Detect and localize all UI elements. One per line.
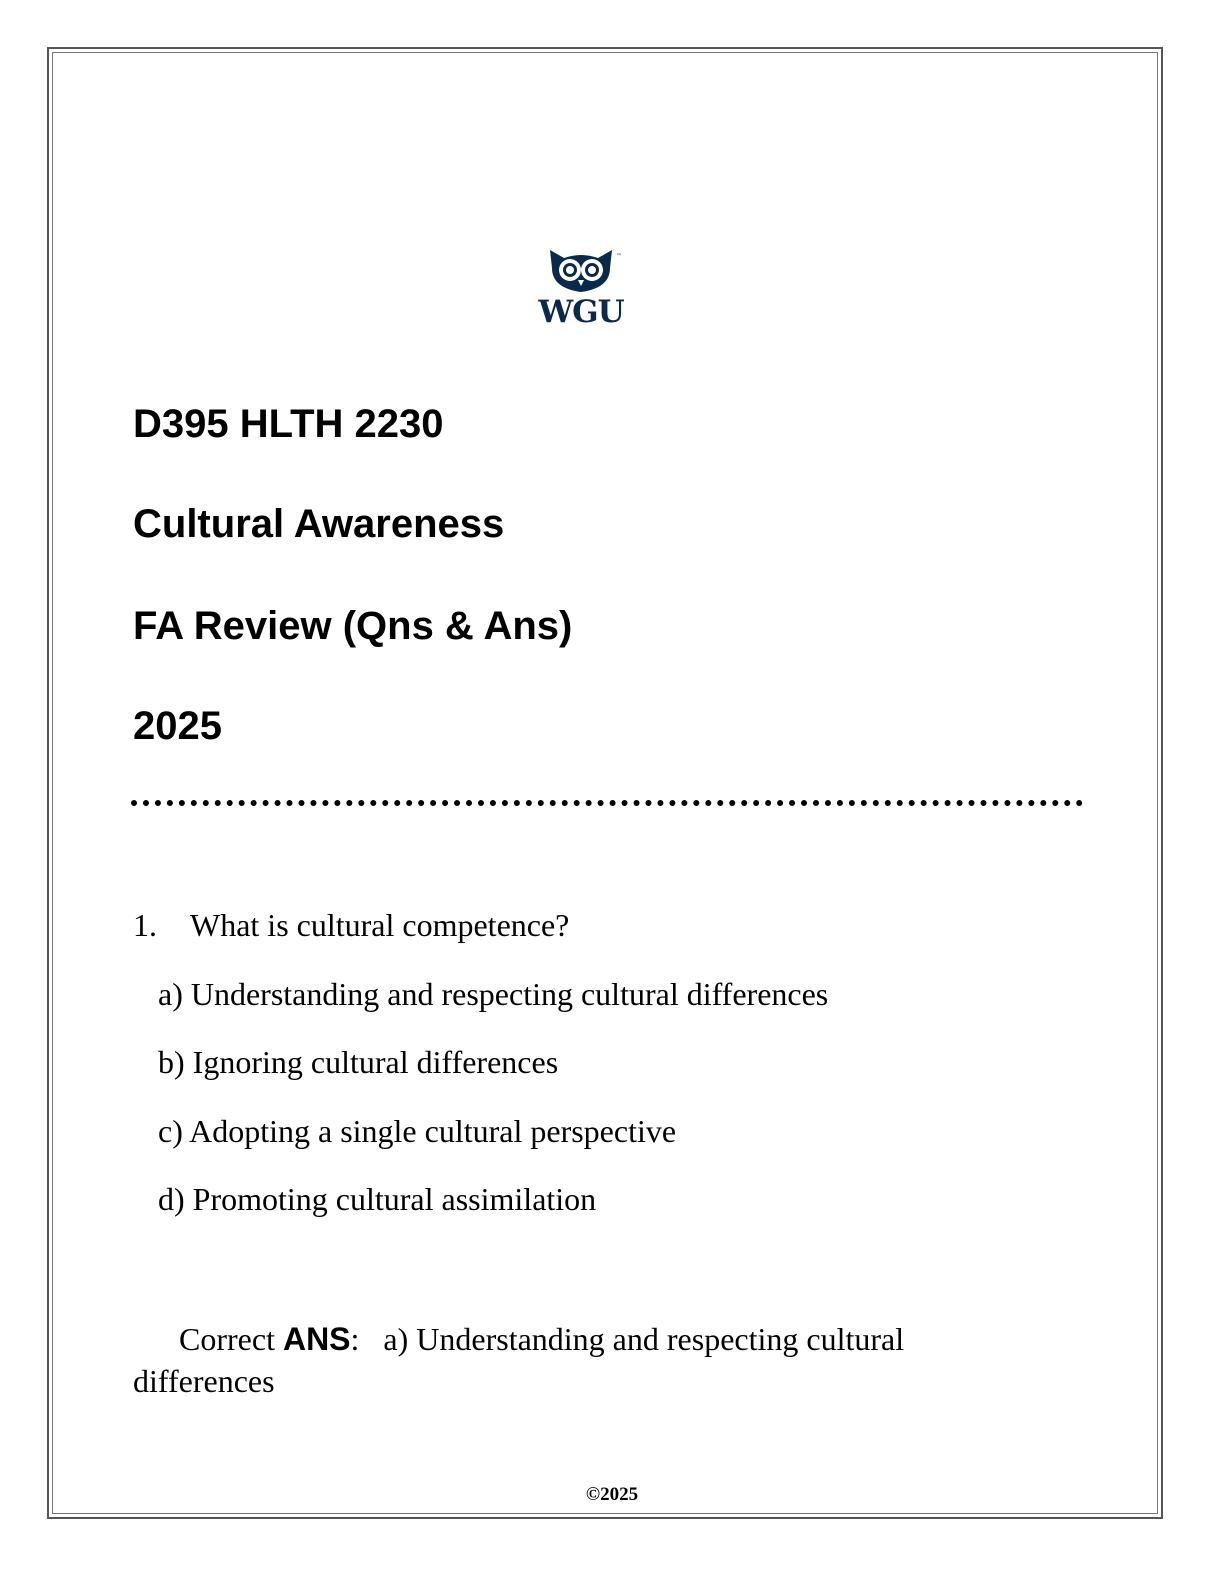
owl-icon (528, 246, 638, 296)
answer-colon: : (350, 1321, 360, 1357)
copyright-footer: ©2025 (585, 1484, 639, 1505)
dotted-divider (131, 800, 1083, 806)
answer-text: a) Understanding and respecting cultural differences (133, 1321, 905, 1399)
question-text: What is cultural competence? (190, 907, 570, 943)
svg-text:™: ™ (616, 253, 622, 260)
question-number: 1. (133, 907, 157, 943)
course-name-heading: Cultural Awareness (133, 502, 505, 546)
option-d: d) Promoting cultural assimilation (158, 1181, 597, 1217)
wgu-logo (528, 246, 638, 342)
correct-answer (133, 1318, 1033, 1402)
option-c: c) Adopting a single cultural perspective (158, 1113, 677, 1149)
answer-label: ANS (282, 1321, 351, 1357)
option-a: a) Understanding and respecting cultural differences (158, 976, 829, 1012)
document-type-heading: FA Review (Qns & Ans) (133, 604, 573, 648)
answer-prefix: Correct (179, 1321, 275, 1357)
course-code-heading: D395 HLTH 2230 (133, 402, 444, 446)
logo-wordmark: WGU (538, 294, 624, 330)
year-heading: 2025 (133, 704, 222, 748)
option-b: b) Ignoring cultural differences (158, 1044, 559, 1080)
